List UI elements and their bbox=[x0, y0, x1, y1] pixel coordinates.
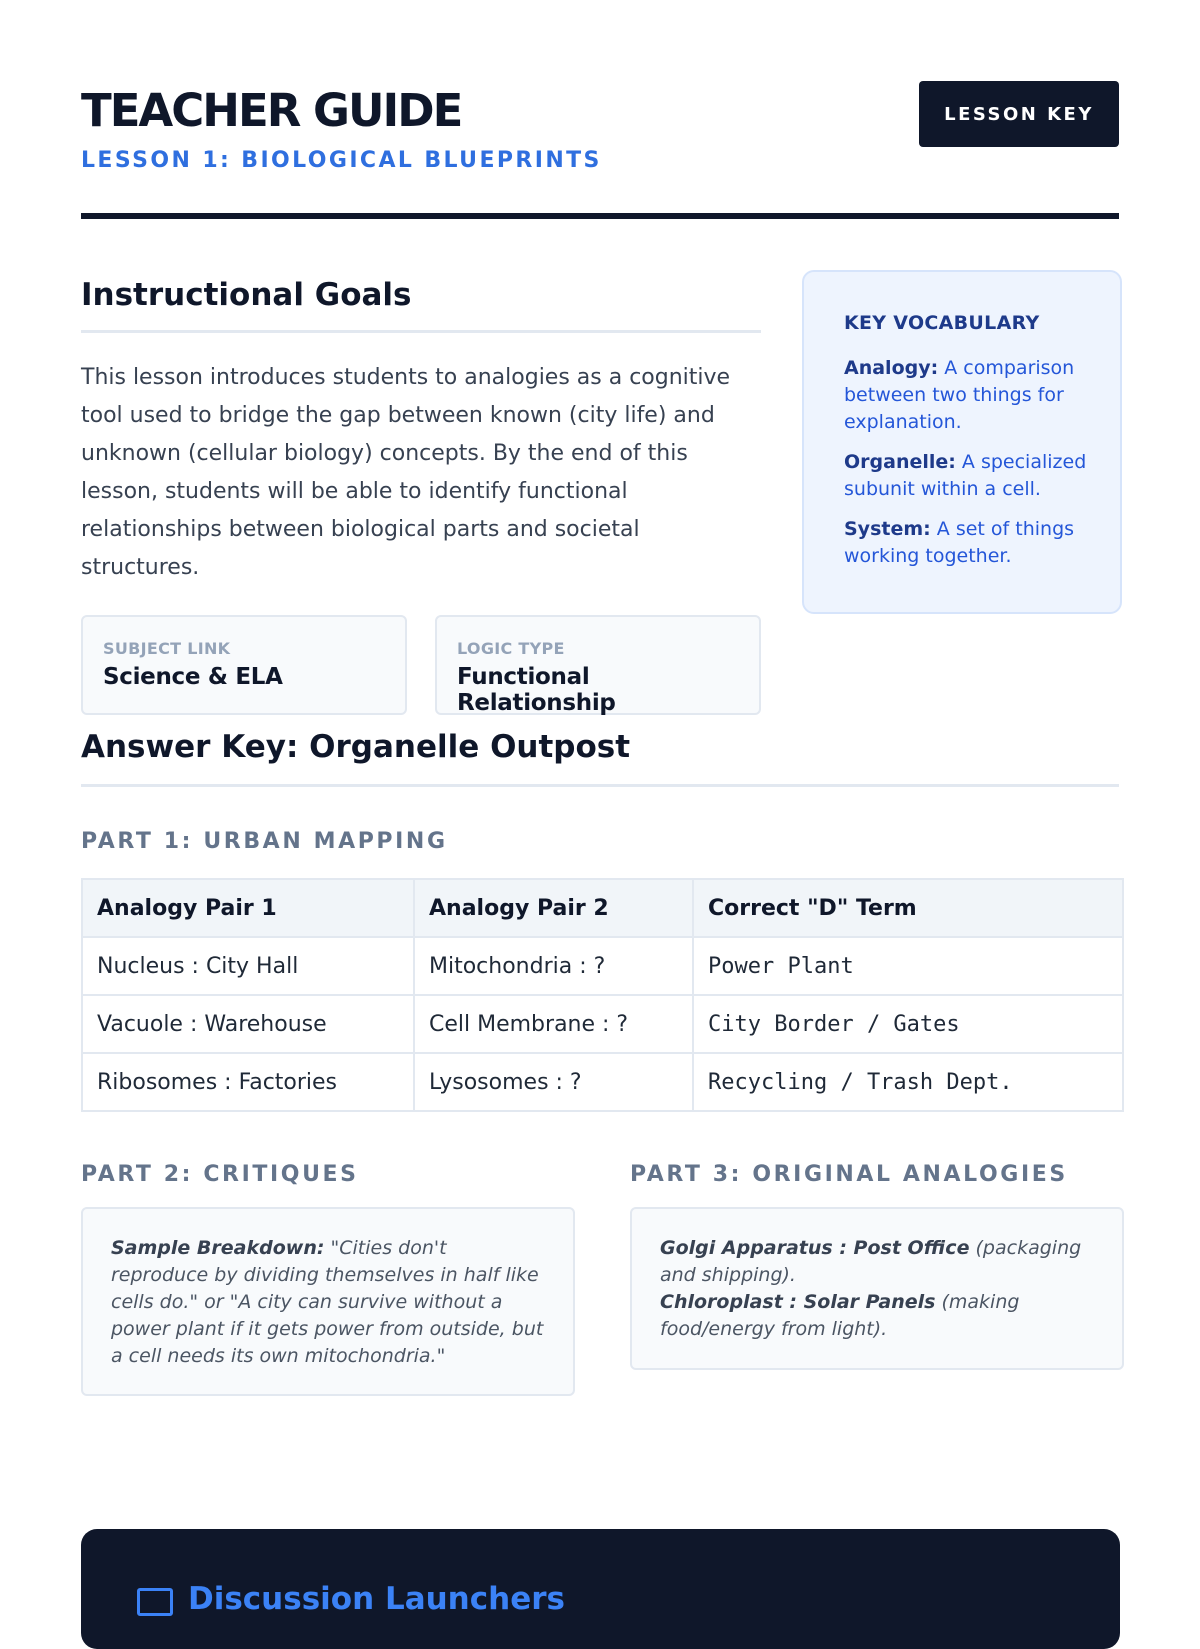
analogy-pair: Golgi Apparatus : Post Office bbox=[660, 1237, 970, 1260]
vocab-term: Organelle: bbox=[844, 451, 956, 473]
part2-title: PART 2: CRITIQUES bbox=[81, 1162, 359, 1188]
answer-cell: City Border / Gates bbox=[693, 995, 1123, 1053]
part3-original-analogies bbox=[630, 1162, 1124, 1370]
table-row bbox=[82, 995, 1123, 1053]
goals-title: Instructional Goals bbox=[81, 277, 761, 333]
instructional-goals bbox=[81, 277, 761, 715]
parts-row bbox=[81, 1112, 1119, 1402]
meta-value: Functional Relationship bbox=[457, 664, 616, 717]
analogy-note: (making food/energy from light). bbox=[660, 1291, 1020, 1341]
analogy-item bbox=[660, 1289, 1096, 1343]
discussion-launchers-panel bbox=[81, 1529, 1120, 1649]
critique-text: "Cities don't reproduce by dividing themselves in half like cells do." or "A city can survive without a power plant if it gets power from outside, but a cell needs its own mitochondria." bbox=[111, 1237, 544, 1368]
analogy-item bbox=[660, 1235, 1096, 1289]
table-row bbox=[82, 937, 1123, 995]
table-cell: Lysosomes : ? bbox=[414, 1053, 693, 1111]
vocab-definition: A specialized subunit within a cell. bbox=[844, 451, 1087, 500]
meta-label: SUBJECT LINK bbox=[103, 639, 231, 659]
discussion-title: Discussion Launchers bbox=[188, 1581, 565, 1617]
table-cell: Mitochondria : ? bbox=[414, 937, 693, 995]
table-header-row bbox=[82, 879, 1123, 937]
column-header: Correct "D" Term bbox=[693, 879, 1123, 937]
logic-type-card bbox=[435, 615, 761, 715]
column-header: Analogy Pair 2 bbox=[414, 879, 693, 937]
table-row bbox=[82, 1053, 1123, 1111]
vocab-term: Analogy: bbox=[844, 357, 939, 379]
analogy-pair: Chloroplast : Solar Panels bbox=[660, 1291, 936, 1314]
table-cell: Nucleus : City Hall bbox=[82, 937, 414, 995]
vocab-definition: A set of things working together. bbox=[844, 518, 1075, 567]
subject-link-card bbox=[81, 615, 407, 715]
guide-header bbox=[81, 80, 1119, 219]
lesson-key-button[interactable]: LESSON KEY bbox=[919, 81, 1119, 147]
analogies-card bbox=[630, 1207, 1124, 1370]
key-vocabulary-box bbox=[802, 270, 1122, 614]
meta-value: Science & ELA bbox=[103, 664, 283, 691]
table-cell: Cell Membrane : ? bbox=[414, 995, 693, 1053]
urban-mapping-table bbox=[81, 878, 1124, 1112]
answer-key-section bbox=[81, 729, 1119, 1402]
goals-description: This lesson introduces students to analogies as a cognitive tool used to bridge the gap between known (city life) and unknown (cellular biology) concepts. By the end of this lesson, students will be able to identify functional relationships between biological parts and societal structures. bbox=[81, 365, 731, 581]
table-cell: Vacuole : Warehouse bbox=[82, 995, 414, 1053]
part3-title: PART 3: ORIGINAL ANALOGIES bbox=[630, 1162, 1068, 1188]
answer-cell: Power Plant bbox=[693, 937, 1123, 995]
vocab-term: System: bbox=[844, 518, 931, 540]
answer-key-title: Answer Key: Organelle Outpost bbox=[81, 729, 1119, 787]
vocab-definition: A comparison between two things for explanation. bbox=[844, 357, 1075, 433]
answer-cell: Recycling / Trash Dept. bbox=[693, 1053, 1123, 1111]
part2-critiques bbox=[81, 1162, 575, 1396]
goals-section bbox=[81, 219, 1119, 729]
lesson-meta-cards bbox=[81, 615, 761, 715]
analogy-note: (packaging and shipping). bbox=[660, 1237, 1082, 1287]
part1-title: PART 1: URBAN MAPPING bbox=[81, 829, 448, 855]
vocabulary-title: KEY VOCABULARY bbox=[844, 312, 1040, 334]
chat-icon bbox=[137, 1588, 173, 1616]
vocab-item-analogy bbox=[844, 355, 1100, 436]
vocab-item-organelle bbox=[844, 449, 1100, 503]
column-header: Analogy Pair 1 bbox=[82, 879, 414, 937]
critique-label: Sample Breakdown: bbox=[111, 1237, 325, 1260]
lesson-subtitle: LESSON 1: BIOLOGICAL BLUEPRINTS bbox=[81, 148, 602, 173]
vocab-item-system bbox=[844, 516, 1100, 570]
page-title: TEACHER GUIDE bbox=[81, 84, 462, 137]
meta-label: LOGIC TYPE bbox=[457, 639, 565, 659]
table-cell: Ribosomes : Factories bbox=[82, 1053, 414, 1111]
critique-card bbox=[81, 1207, 575, 1396]
